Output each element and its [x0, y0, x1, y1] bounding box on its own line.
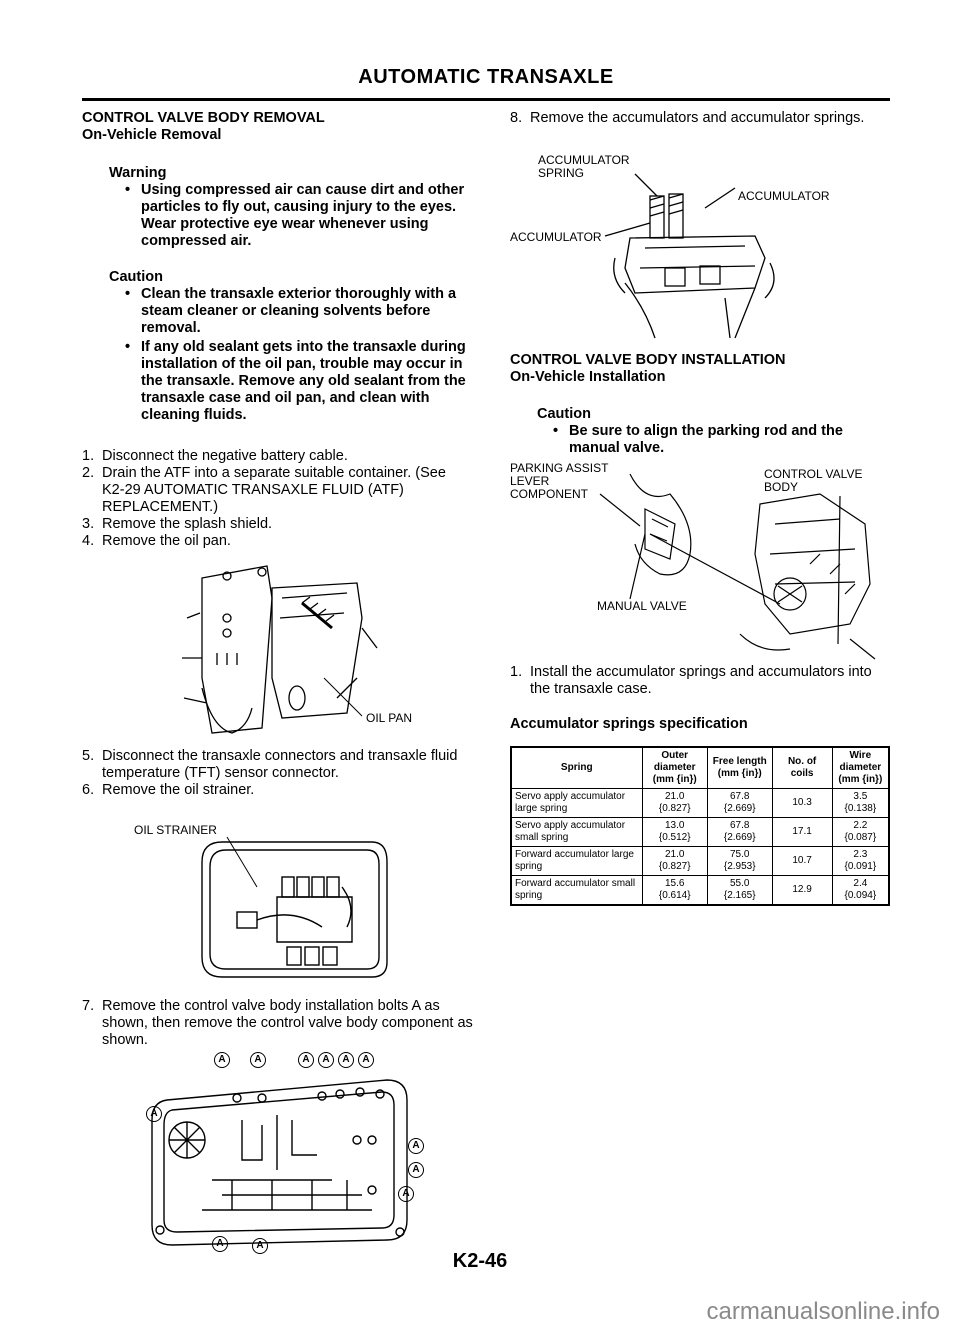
outer-diameter-cell: 21.0 {0.827} [642, 847, 707, 876]
table-row [511, 789, 889, 818]
accumulator-figure [605, 168, 805, 338]
coils-cell: 17.1 [772, 818, 832, 847]
bullet-icon: • [125, 286, 131, 302]
section-title-removal: CONTROL VALVE BODY REMOVAL [82, 110, 325, 126]
table-row [511, 818, 889, 847]
watermark: carmanualsonline.info [706, 1298, 940, 1325]
accumulator-spring-label: ACCUMULATOR SPRING [538, 153, 630, 180]
bolt-a-icon: A [252, 1238, 268, 1254]
bolt-a-icon: A [298, 1052, 314, 1068]
oil-pan-label: OIL PAN [366, 711, 413, 725]
coils-cell: 10.3 [772, 789, 832, 818]
outer-diameter-cell: 13.0 {0.512} [642, 818, 707, 847]
free-length-cell: 67.8 {2.669} [707, 789, 772, 818]
column-header: Wire diameter (mm {in}) [832, 747, 889, 789]
accumulator-left-label: ACCUMULATOR [510, 230, 602, 244]
wire-diameter-cell: 2.2 {0.087} [832, 818, 889, 847]
bolt-a-icon: A [408, 1162, 424, 1178]
right-column: 8. Remove the accumulators and accumulator springs. ACCUMULATOR SPRING ACCUMULATOR ACCUMULATOR CONTROL VALVE BODY INSTALLATION On-Vehicle Installation Caution • Be sure to align the parking rod and the manual valve. PARKING ASSIST LEVER COMPONENT CONTROL VALVE BODY MANUAL VALVE 1. Install the accumulator springs and accumulators into the transaxle case. Accumulator springs specification Spring Outer diameter (mm {in}) Free length (mm {in}) No. of coils Wire diameter (mm {in}) Servo apply accumulator large spring 21.0 {0.827} 67.8 {2.669} 10.3 3.5 {0.138} Servo apply accumulator small spring 13.0 {0.512} 67.8 {2.669} 17.1 2.2 {0.087} Forward accumulator large spring 21.0 {0.827} 75.0 {2.953} 10.7 2.3 {0.091} Forward accumulator small spring 15.6 {0.614} 55.0 {2.165} 12.9 2.4 {0.094} [510, 110, 900, 1310]
wire-diameter-cell: 2.4 {0.094} [832, 876, 889, 906]
parking-assist-label: PARKING ASSIST LEVER COMPONENT [510, 461, 609, 501]
page-number: K2-46 [452, 1250, 508, 1272]
table-row [511, 876, 889, 906]
bolt-a-icon: A [212, 1236, 228, 1252]
column-header: No. of coils [772, 747, 832, 789]
section-subtitle-removal: On-Vehicle Removal [82, 127, 222, 143]
bullet-icon: • [125, 182, 131, 198]
page-title: AUTOMATIC TRANSAXLE [358, 66, 614, 88]
bolt-a-icon: A [318, 1052, 334, 1068]
wire-diameter-cell: 2.3 {0.091} [832, 847, 889, 876]
bolt-a-icon: A [338, 1052, 354, 1068]
caution-label: Caution [109, 269, 163, 285]
column-header: Spring [511, 747, 642, 789]
accumulator-right-label: ACCUMULATOR [738, 189, 830, 203]
bolt-markers [82, 110, 482, 1310]
warning-label: Warning [109, 165, 167, 181]
coils-cell: 12.9 [772, 876, 832, 906]
spring-name-cell: Forward accumulator large spring [511, 847, 642, 876]
free-length-cell: 75.0 {2.953} [707, 847, 772, 876]
bolt-a-icon: A [408, 1138, 424, 1154]
free-length-cell: 67.8 {2.669} [707, 818, 772, 847]
table-header-row [511, 747, 889, 789]
free-length-cell: 55.0 {2.165} [707, 876, 772, 906]
parking-lever-figure [590, 464, 880, 664]
caution-label: Caution [537, 406, 591, 422]
bolt-a-icon: A [250, 1052, 266, 1068]
bolt-a-icon: A [146, 1106, 162, 1122]
bullet-icon: • [553, 423, 559, 439]
section-title-installation: CONTROL VALVE BODY INSTALLATION [510, 352, 786, 368]
spring-name-cell: Forward accumulator small spring [511, 876, 642, 906]
bullet-icon: • [125, 339, 131, 355]
bolt-a-icon: A [358, 1052, 374, 1068]
section-subtitle-installation: On-Vehicle Installation [510, 369, 666, 385]
wire-diameter-cell: 3.5 {0.138} [832, 789, 889, 818]
accumulator-spec-table [510, 746, 890, 906]
spec-title: Accumulator springs specification [510, 716, 748, 732]
spring-name-cell: Servo apply accumulator small spring [511, 818, 642, 847]
bolt-a-icon: A [398, 1186, 414, 1202]
coils-cell: 10.7 [772, 847, 832, 876]
left-column: CONTROL VALVE BODY REMOVAL On-Vehicle Removal Warning • Using compressed air can cause dirt and other particles to fly out, causing injury to the eyes. Wear protective eye wear whenever using compressed air. Caution • Clean the transaxle exterior thoroughly with a steam cleaner or cleaning solvents before removal. • If any old sealant gets into the transaxle during installation of the oil pan, trouble may occur in the transaxle. Remove any old sealant from the transaxle case and oil pan, and clean with cleaning fluids. 1. Disconnect the negative battery cable. 2. Drain the ATF into a separate suitable container. (See K2-29 AUTOMATIC TRANSAXLE FLUID (ATF) REPLACEMENT.) 3. Remove the splash shield. 4. Remove the oil pan. OIL PAN 5. Disconnect the transaxle connectors and transaxle fluid temperature (TFT) sensor connector. 6. Remove the oil strainer. OIL STRAINER 7. Remove the control valve body installation bolts A as shown, then remove the control valve body component as shown. A A A A A A A A A A A A [82, 110, 482, 1310]
bolt-a-icon: A [214, 1052, 230, 1068]
page-header [82, 62, 890, 101]
oil-strainer-label: OIL STRAINER [134, 823, 217, 837]
control-valve-body-label: CONTROL VALVE BODY [764, 467, 863, 494]
column-header: Outer diameter (mm {in}) [642, 747, 707, 789]
manual-valve-label: MANUAL VALVE [597, 599, 687, 613]
spring-name-cell: Servo apply accumulator large spring [511, 789, 642, 818]
outer-diameter-cell: 15.6 {0.614} [642, 876, 707, 906]
column-header: Free length (mm {in}) [707, 747, 772, 789]
table-row [511, 847, 889, 876]
outer-diameter-cell: 21.0 {0.827} [642, 789, 707, 818]
